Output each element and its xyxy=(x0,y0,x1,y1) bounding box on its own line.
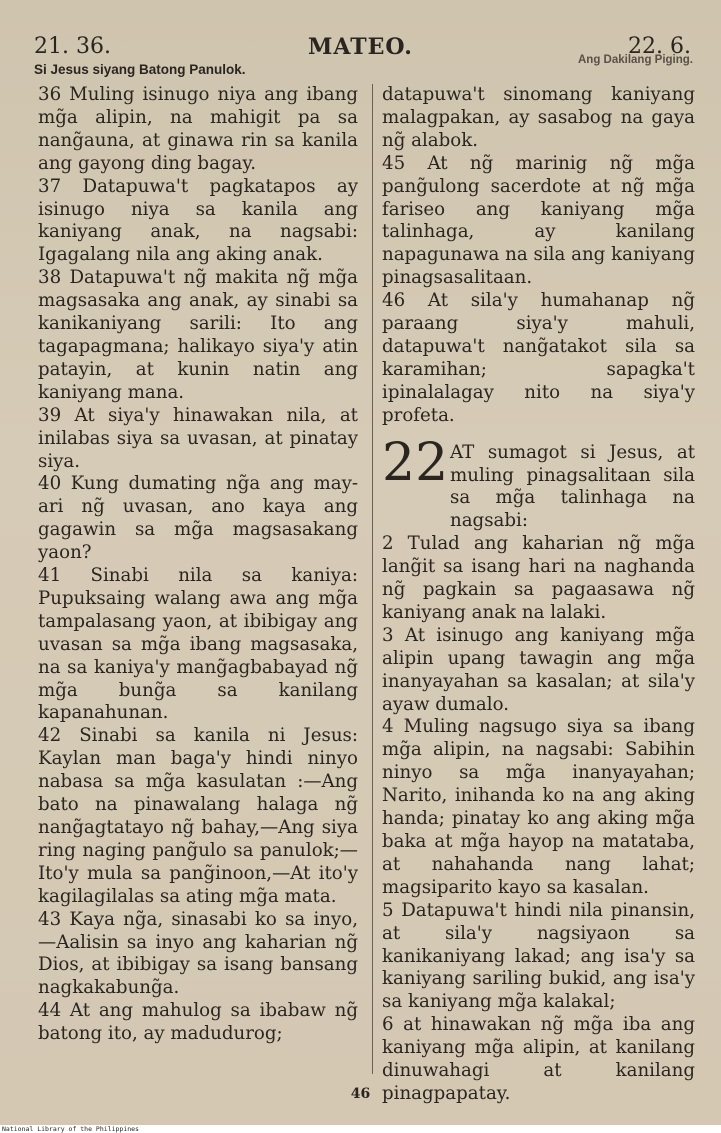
verse: 36 Muling isinugo niya ang ibang mg̃a alipin, na mahigit pa sa nang̃auna, at ginawa rin sa kanila ang gayong ding bagay. xyxy=(38,84,358,174)
chapter-opening xyxy=(382,432,695,534)
verse: 42 Sinabi sa kanila ni Jesus: Kaylan man baga'y hindi ninyo nabasa sa mg̃a kasulatan :—Ang bato na pinawalang halaga ng̃ nang̃agtatayo ng̃ bahay,—Ang siya ring naging pang̃ulo sa panulok;—Ito'y mula sa pang̃inoon,—At ito'y kagilagilalas sa ating mg̃a mata. xyxy=(38,725,358,907)
page-number: 46 xyxy=(350,1086,371,1102)
book-title: MATEO. xyxy=(308,34,413,60)
column-divider xyxy=(372,84,373,1074)
verse: 46 At sila'y humahanap ng̃ paraang siya'y mahuli, datapuwa't nang̃atakot sila sa karamihan; sapagka't ipinalalagay nito na siya'y profeta. xyxy=(382,290,695,426)
footer-credit: National Library of the Philippines xyxy=(2,1125,139,1133)
verse: 4 Muling nagsugo siya sa ibang mg̃a alipin, na nagsabi: Sabihin ninyo sa mg̃a inanyayahan; Narito, inihanda ko na ang aking handa; pinatay ko ang aking mg̃a baka at mg̃a hayop na matataba, at nahahanda nang lahat; magsiparito kayo sa kasalan. xyxy=(382,716,695,898)
verse: 3 At isinugo ang kaniyang mg̃a alipin upang tawagin ang mg̃a inanyayahan sa kasalan; at sila'y ayaw dumalo. xyxy=(382,624,695,715)
verse: 6 at hinawakan ng̃ mg̃a iba ang kaniyang mg̃a alipin, at kanilang dinuwahagi at kanilang pinagpapatay. xyxy=(382,1014,695,1104)
left-column xyxy=(38,84,358,1046)
chapter-number: 22 xyxy=(382,432,449,493)
verse: 41 Sinabi nila sa kaniya: Pupuksaing walang awa ang mg̃a tampalasang yaon, at ibibigay ang uvasan sa mg̃a ibang magsasaka, na sa kaniya'y mang̃agbabayad ng̃ mg̃a bung̃a sa kanilang kapanahunan. xyxy=(38,565,358,724)
verse: datapuwa't sinomang kaniyang malagpakan, ay sasabog na gaya ng̃ alabok. xyxy=(382,84,695,151)
header-left-reference: 21. 36. xyxy=(34,34,111,59)
verse: 43 Kaya ng̃a, sinasabi ko sa inyo,—Aalisin sa inyo ang kaharian ng̃ Dios, at ibibigay sa isang bansang nagkakabung̃a. xyxy=(38,908,358,999)
right-column xyxy=(382,84,695,1106)
verse: 39 At siya'y hinawakan nila, at inilabas siya sa uvasan, at pinatay siya. xyxy=(38,404,358,472)
verse: 40 Kung dumating ng̃a ang may-ari ng̃ uvasan, ano kaya ang gagawin sa mg̃a magsasakang yaon? xyxy=(38,473,358,564)
verse: 5 Datapuwa't hindi nila pinansin, at sila'y nagsiyaon sa kanikaniyang lakad; ang isa'y sa kaniyang sariling bukid, ang isa'y sa kaniyang mg̃a kalakal; xyxy=(382,899,695,1013)
verse: 45 At ng̃ marinig ng̃ mg̃a pang̃ulong sacerdote at ng̃ mg̃a fariseo ang kaniyang mg̃a talinhaga, ay kanilang napagunawa na sila ang kaniyang pinagsasalitaan. xyxy=(382,152,695,289)
verse: 2 Tulad ang kaharian ng̃ mg̃a lang̃it sa isang hari na naghanda ng̃ pagkain sa pagaasawa ng̃ kaniyang anak na lalaki. xyxy=(382,533,695,623)
verse: 44 At ang mahulog sa ibabaw ng̃ batong ito, ay madudurog; xyxy=(38,1000,358,1045)
verse: 37 Datapuwa't pagkatapos ay isinugo niya sa kanila ang kaniyang anak, na nagsabi: Igagalang nila ang aking anak. xyxy=(38,175,358,266)
verse: 38 Datapuwa't ng̃ makita ng̃ mg̃a magsasaka ang anak, ay sinabi sa kanikaniyang sarili: Ito ang tagapagmana; halikayo siya'y atin patayin, at kunin natin ang kaniyang mana. xyxy=(38,267,358,403)
footer-bar xyxy=(0,1125,721,1133)
section-heading-left: Si Jesus siyang Batong Panulok. xyxy=(34,62,246,77)
section-heading-right: Ang Dakilang Piging. xyxy=(577,54,693,66)
chapter-opening-text: AT sumagot si Jesus, at muling pinagsalitaan sila sa mg̃a talinhaga na nagsabi: xyxy=(450,441,695,532)
header-right-reference: 22. 6. xyxy=(628,34,691,59)
